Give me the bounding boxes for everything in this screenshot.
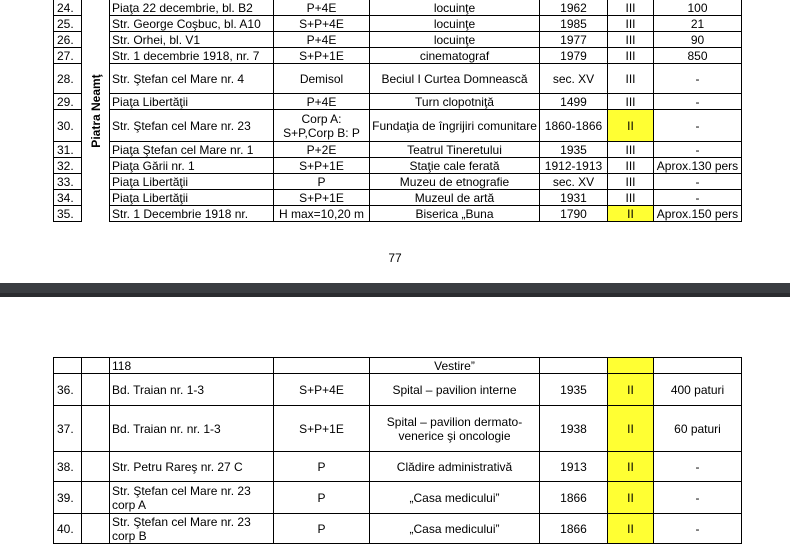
city-cell: [82, 358, 110, 374]
table-row-continuation: [54, 358, 742, 374]
construction-year-cell: sec. XV: [540, 64, 608, 94]
height-regime-cell: S+P+1E: [274, 190, 370, 206]
row-number-cell: 40.: [54, 514, 82, 544]
city-cell: [82, 482, 110, 514]
height-regime-cell: P+2E: [274, 142, 370, 158]
height-regime-cell: S+P+1E: [274, 158, 370, 174]
capacity-cell: -: [654, 110, 742, 142]
row-number-cell: 34.: [54, 190, 82, 206]
address-cell: Str. George Coşbuc, bl. A10: [110, 16, 274, 32]
capacity-cell: -: [654, 190, 742, 206]
row-number-cell: 24.: [54, 0, 82, 16]
function-cell: „Casa medicului”: [370, 514, 540, 544]
function-cell: Spital – pavilion interne: [370, 374, 540, 406]
capacity-cell: -: [654, 174, 742, 190]
construction-year-cell: 1935: [540, 374, 608, 406]
function-cell: Teatrul Tineretului: [370, 142, 540, 158]
row-number-cell: [54, 358, 82, 374]
function-cell: Spital – pavilion dermato-venerice şi oncologie: [370, 406, 540, 452]
table-row: [54, 94, 742, 110]
capacity-cell: 60 paturi: [654, 406, 742, 452]
height-regime-cell: H max=10,20 m: [274, 206, 370, 222]
risk-class-cell: III: [608, 142, 654, 158]
capacity-cell: -: [654, 94, 742, 110]
height-regime-cell: Demisol: [274, 64, 370, 94]
height-regime-cell: S+P+4E: [274, 16, 370, 32]
address-cell: Str. Orhei, bl. V1: [110, 32, 274, 48]
function-cell: Staţie cale ferată: [370, 158, 540, 174]
row-number-cell: 31.: [54, 142, 82, 158]
height-regime-cell: P+4E: [274, 94, 370, 110]
address-cell: Piaţa Libertăţii: [110, 94, 274, 110]
function-cell: Muzeu de etnografie: [370, 174, 540, 190]
function-cell: locuinţe: [370, 0, 540, 16]
document-page-78: [0, 297, 790, 543]
capacity-cell: -: [654, 64, 742, 94]
risk-class-cell: III: [608, 158, 654, 174]
address-cell: Bd. Traian nr. nr. 1-3: [110, 406, 274, 452]
row-number-cell: 37.: [54, 406, 82, 452]
address-cell: Piaţa Gării nr. 1: [110, 158, 274, 174]
height-regime-cell: P+4E: [274, 32, 370, 48]
function-cell: locuinţe: [370, 16, 540, 32]
function-cell: cinematograf: [370, 48, 540, 64]
risk-class-cell: II: [608, 514, 654, 544]
risk-class-cell: III: [608, 16, 654, 32]
address-cell: Str. Petru Rareş nr. 27 C: [110, 452, 274, 482]
row-number-cell: 39.: [54, 482, 82, 514]
table-row: [54, 374, 742, 406]
risk-class-cell: III: [608, 48, 654, 64]
city-cell: [82, 406, 110, 452]
table-row: [54, 142, 742, 158]
construction-year-cell: 1977: [540, 32, 608, 48]
risk-class-cell: II: [608, 206, 654, 222]
function-cell: Fundaţia de îngrijiri comunitare: [370, 110, 540, 142]
address-cell: Piaţa Libertăţii: [110, 174, 274, 190]
city-cell: [82, 374, 110, 406]
construction-year-cell: 1499: [540, 94, 608, 110]
risk-class-cell: [608, 358, 654, 374]
table-row: [54, 514, 742, 544]
table-row: [54, 406, 742, 452]
table-row: [54, 452, 742, 482]
risk-class-cell: II: [608, 452, 654, 482]
city-cell: [82, 514, 110, 544]
page-number: 77: [388, 251, 402, 265]
monuments-table-top: [53, 0, 742, 222]
address-cell: Str. 1 Decembrie 1918 nr.: [110, 206, 274, 222]
table-row: [54, 206, 742, 222]
row-number-cell: 26.: [54, 32, 82, 48]
capacity-cell: Aprox.150 pers: [654, 206, 742, 222]
capacity-cell: 850: [654, 48, 742, 64]
table-row: [54, 64, 742, 94]
function-cell: Turn clopotniţă: [370, 94, 540, 110]
risk-class-cell: III: [608, 0, 654, 16]
page-separator: [0, 283, 790, 297]
height-regime-cell: S+P+4E: [274, 374, 370, 406]
risk-class-cell: III: [608, 64, 654, 94]
address-cell: Bd. Traian nr. 1-3: [110, 374, 274, 406]
table-row: [54, 32, 742, 48]
construction-year-cell: sec. XV: [540, 174, 608, 190]
construction-year-cell: 1938: [540, 406, 608, 452]
risk-class-cell: II: [608, 110, 654, 142]
address-cell: Piaţa Ştefan cel Mare nr. 1: [110, 142, 274, 158]
risk-class-cell: III: [608, 32, 654, 48]
row-number-cell: 35.: [54, 206, 82, 222]
construction-year-cell: [540, 358, 608, 374]
address-cell: 118: [110, 358, 274, 374]
construction-year-cell: 1860-1866: [540, 110, 608, 142]
row-number-cell: 30.: [54, 110, 82, 142]
row-number-cell: 25.: [54, 16, 82, 32]
table-row: [54, 48, 742, 64]
height-regime-cell: S+P+1E: [274, 406, 370, 452]
construction-year-cell: 1962: [540, 0, 608, 16]
function-cell: Clădire administrativă: [370, 452, 540, 482]
capacity-cell: Aprox.130 pers: [654, 158, 742, 174]
construction-year-cell: 1913: [540, 452, 608, 482]
address-cell: Str. 1 decembrie 1918, nr. 7: [110, 48, 274, 64]
city-cell: [82, 452, 110, 482]
address-cell: Piaţa 22 decembrie, bl. B2: [110, 0, 274, 16]
capacity-cell: -: [654, 482, 742, 514]
capacity-cell: 100: [654, 0, 742, 16]
height-regime-cell: [274, 358, 370, 374]
height-regime-cell: S+P+1E: [274, 48, 370, 64]
height-regime-cell: P: [274, 514, 370, 544]
table-row: [54, 174, 742, 190]
capacity-cell: 400 paturi: [654, 374, 742, 406]
capacity-cell: [654, 358, 742, 374]
capacity-cell: -: [654, 142, 742, 158]
construction-year-cell: 1985: [540, 16, 608, 32]
function-cell: Biserica „Buna: [370, 206, 540, 222]
function-cell: „Casa medicului”: [370, 482, 540, 514]
table-row: [54, 482, 742, 514]
height-regime-cell: P: [274, 482, 370, 514]
height-regime-cell: Corp A: S+P,Corp B: P: [274, 110, 370, 142]
table-row: [54, 190, 742, 206]
row-number-cell: 36.: [54, 374, 82, 406]
function-cell: locuinţe: [370, 32, 540, 48]
function-cell: Beciul I Curtea Domnească: [370, 64, 540, 94]
table-row: [54, 110, 742, 142]
risk-class-cell: III: [608, 174, 654, 190]
monuments-table-bottom: [53, 357, 742, 544]
risk-class-cell: II: [608, 482, 654, 514]
capacity-cell: 21: [654, 16, 742, 32]
height-regime-cell: P+4E: [274, 0, 370, 16]
address-cell: Piaţa Libertăţii: [110, 190, 274, 206]
function-cell: Vestire”: [370, 358, 540, 374]
city-label: Piatra Neamţ: [89, 73, 103, 148]
address-cell: Str. Ştefan cel Mare nr. 4: [110, 64, 274, 94]
table-row: [54, 0, 742, 16]
risk-class-cell: III: [608, 190, 654, 206]
construction-year-cell: 1979: [540, 48, 608, 64]
height-regime-cell: P: [274, 174, 370, 190]
construction-year-cell: 1912-1913: [540, 158, 608, 174]
table-row: [54, 158, 742, 174]
construction-year-cell: 1866: [540, 482, 608, 514]
row-number-cell: 27.: [54, 48, 82, 64]
capacity-cell: -: [654, 452, 742, 482]
row-number-cell: 32.: [54, 158, 82, 174]
table-row: [54, 16, 742, 32]
construction-year-cell: 1866: [540, 514, 608, 544]
risk-class-cell: II: [608, 406, 654, 452]
construction-year-cell: 1935: [540, 142, 608, 158]
city-cell: [82, 0, 110, 222]
row-number-cell: 29.: [54, 94, 82, 110]
row-number-cell: 38.: [54, 452, 82, 482]
row-number-cell: 28.: [54, 64, 82, 94]
address-cell: Str. Ştefan cel Mare nr. 23 corp B: [110, 514, 274, 544]
row-number-cell: 33.: [54, 174, 82, 190]
risk-class-cell: II: [608, 374, 654, 406]
function-cell: Muzeul de artă: [370, 190, 540, 206]
construction-year-cell: 1931: [540, 190, 608, 206]
height-regime-cell: P: [274, 452, 370, 482]
capacity-cell: 90: [654, 32, 742, 48]
construction-year-cell: 1790: [540, 206, 608, 222]
address-cell: Str. Ştefan cel Mare nr. 23: [110, 110, 274, 142]
address-cell: Str. Ştefan cel Mare nr. 23 corp A: [110, 482, 274, 514]
risk-class-cell: III: [608, 94, 654, 110]
capacity-cell: -: [654, 514, 742, 544]
